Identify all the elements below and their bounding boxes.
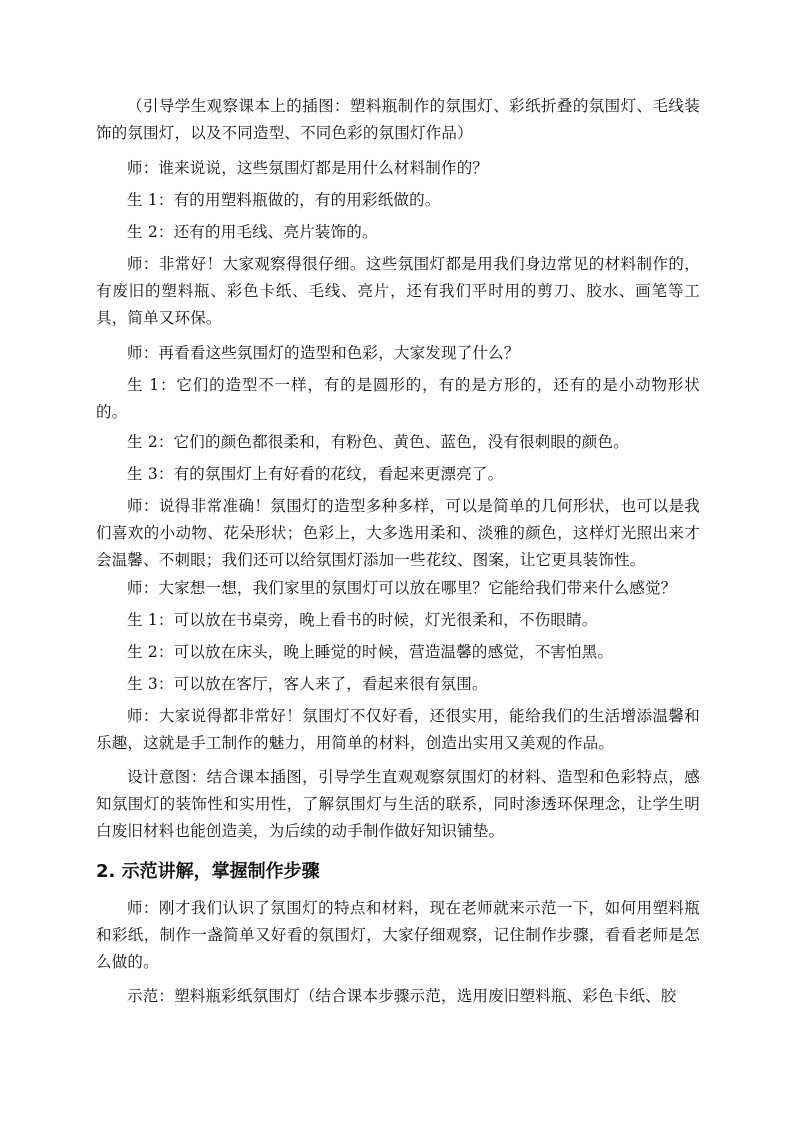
paragraph-student1-shape: 生 1：它们的造型不一样，有的是圆形的，有的是方形的，还有的是小动物形状的。 xyxy=(96,376,700,421)
section-heading: 2. 示范讲解，掌握制作步骤 xyxy=(96,861,320,882)
paragraph-demo-description: 示范：塑料瓶彩纸氛围灯（结合课本步骤示范，选用废旧塑料瓶、彩色卡纸、胶 xyxy=(127,987,677,1005)
paragraph-student2-place: 生 2：可以放在床头，晚上睡觉的时候，营造温馨的感觉，不害怕黑。 xyxy=(127,643,614,661)
paragraph-teacher-demo-intro: 师：刚才我们认识了氛围灯的特点和材料，现在老师就来示范一下，如何用塑料瓶和彩纸，制作一盏简单又好看的氛围灯，大家仔细观察，记住制作步骤，看看老师是怎么做的。 xyxy=(96,899,700,971)
paragraph-teacher-praise-materials: 师：非常好！大家观察得很仔细。这些氛围灯都是用我们身边常见的材料制作的，有废旧的塑料瓶、彩色卡纸、毛线、亮片，还有我们平时用的剪刀、胶水、画笔等工具，简单又环保。 xyxy=(96,255,700,327)
paragraph-teacher-question-materials: 师：谁来说说，这些氛围灯都是用什么材料制作的？ xyxy=(127,159,489,177)
paragraph-student1-answer: 生 1：有的用塑料瓶做的，有的用彩纸做的。 xyxy=(127,191,441,209)
paragraph-teacher-question-place: 师：大家想一想，我们家里的氛围灯可以放在哪里？它能给我们带来什么感觉？ xyxy=(127,579,677,597)
paragraph-student2-color: 生 2：它们的颜色都很柔和，有粉色、黄色、蓝色，没有很刺眼的颜色。 xyxy=(127,433,629,451)
paragraph-teacher-question-shape: 师：再看看这些氛围灯的造型和色彩，大家发现了什么？ xyxy=(127,344,520,362)
paragraph-student3-place: 生 3：可以放在客厅，客人来了，看起来很有氛围。 xyxy=(127,675,488,693)
paragraph-teacher-summary-shape: 师：说得非常准确！氛围灯的造型多种多样，可以是简单的几何形状，也可以是我们喜欢的小动物、花朵形状；色彩上，大多选用柔和、淡雅的颜色，这样灯光照出来才会温馨、不刺眼；我们还可以给氛围灯添加一些花纹、图案，让它更具装饰性。 xyxy=(96,497,700,569)
paragraph-student2-answer: 生 2：还有的用毛线、亮片装饰的。 xyxy=(127,223,378,241)
paragraph-intro-illustration: （引导学生观察课本上的插图：塑料瓶制作的氛围灯、彩纸折叠的氛围灯、毛线装饰的氛围灯，以及不同造型、不同色彩的氛围灯作品） xyxy=(96,97,700,142)
paragraph-design-intent: 设计意图：结合课本插图，引导学生直观观察氛围灯的材料、造型和色彩特点，感知氛围灯的装饰性和实用性，了解氛围灯与生活的联系，同时渗透环保理念，让学生明白废旧材料也能创造美，为后续的动手制作做好知识铺垫。 xyxy=(96,768,700,840)
paragraph-student1-place: 生 1：可以放在书桌旁，晚上看书的时候，灯光很柔和，不伤眼睛。 xyxy=(127,611,598,629)
paragraph-student3-pattern: 生 3：有的氛围灯上有好看的花纹，看起来更漂亮了。 xyxy=(127,465,504,483)
paragraph-teacher-summary-use: 师：大家说得都非常好！氛围灯不仅好看，还很实用，能给我们的生活增添温馨和乐趣，这就是手工制作的魅力，用简单的材料，创造出实用又美观的作品。 xyxy=(96,707,700,752)
